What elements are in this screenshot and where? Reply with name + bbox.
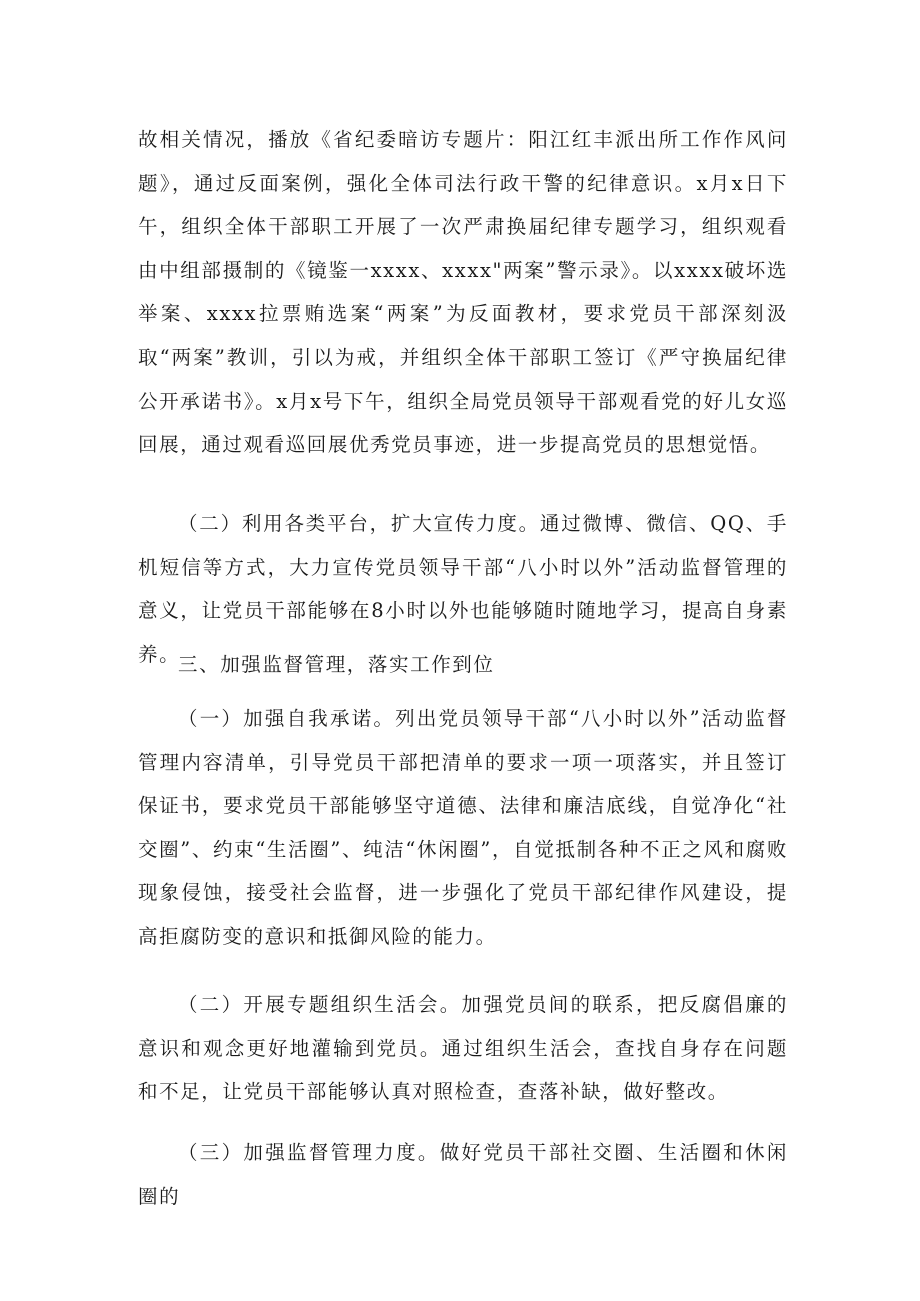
paragraph-self-commitment: （一）加强自我承诺。列出党员领导干部“八小时以外”活动监督管理内容清单，引导党员干部把清单的要求一项一项落实，并且签订保证书，要求党员干部能够坚守道德、法律和廉洁底线，自觉净化“社交圈”、约束“生活圈”、纯洁“休闲圈”，自觉抵制各种不正之风和腐败现象侵蚀，接受社会监督，进一步强化了党员干部纪律作风建设，提高拒腐防变的意识和抵御风险的能力。 xyxy=(138,707,788,948)
paragraph-publicity-platforms: （二）利用各类平台，扩大宣传力度。通过微博、微信、QQ、手机短信等方式，大力宣传党员领导干部“八小时以外”活动监督管理的意义，让党员干部能够在8小时以外也能够随时随地学习，提高自身素养。 xyxy=(138,512,788,666)
paragraph-organization-life-meeting: （二）开展专题组织生活会。加强党员间的联系，把反腐倡廉的意识和观念更好地灌输到党员。通过组织生活会，查找自身存在问题和不足，让党员干部能够认真对照检查，查落补缺，做好整改。 xyxy=(138,993,788,1104)
paragraph-case-study-activities: 故相关情况，播放《省纪委暗访专题片：阳江红丰派出所工作作风问题》，通过反面案例，强化全体司法行政干警的纪律意识。x月x日下午，组织全体干部职工开展了一次严肃换届纪律专题学习，组织观看由中组部摄制的《镜鉴一xxxx、xxxx"两案”警示录》。以xxxx破坏选举案、xxxx拉票贿选案“两案”为反面教材，要求党员干部深刻汲取“两案”教训，引以为戒，并组织全体干部职工签订《严守换届纪律公开承诺书》。x月x号下午，组织全局党员领导干部观看党的好儿女巡回展，通过观看巡回展优秀党员事迹，进一步提高党员的思想觉悟。 xyxy=(138,128,788,457)
paragraph-supervision-strength: （三）加强监督管理力度。做好党员干部社交圈、生活圈和休闲圈的 xyxy=(138,1141,788,1208)
section-heading-supervision: 三、加强监督管理，落实工作到位 xyxy=(178,653,495,676)
